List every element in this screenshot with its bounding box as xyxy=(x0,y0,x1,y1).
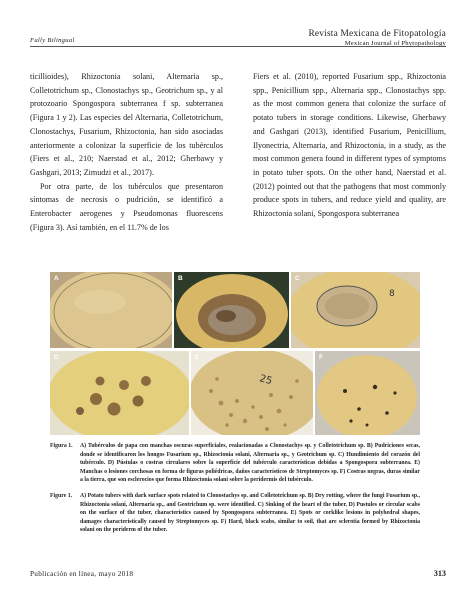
running-header-left: Fully Bilingual xyxy=(30,37,75,44)
panel-b-label: B xyxy=(178,275,183,282)
panel-d-label: D xyxy=(54,354,59,361)
panel-f-label: F xyxy=(319,354,323,361)
header-rule xyxy=(30,46,446,47)
caption-en-label: Figure 1. xyxy=(50,493,73,499)
panel-f-photo xyxy=(315,351,420,435)
panel-d-photo xyxy=(50,351,189,435)
panel-e-photo xyxy=(191,351,313,435)
left-paragraph-2: Por otra parte, de los tubérculos que presentaron síntomas de necrosis o pudrición, se identificó a Enterobacter aerogenes y Pseudomonas fluorescens (Figura 3). Así también, en el 11.7% de los xyxy=(30,181,223,232)
right-text-column xyxy=(253,70,446,221)
caption-es-text: A) Tubérculos de papa con manchas oscuras superficiales, realacionadas a Clonostachys sp. y Colletotrichum sp. B) Pudriciones secas, donde se identificaron los hongos Fusarium sp., Rhizoctonia solani, Alternaria sp., y Geotrichum sp. C) Hundimiento del corazón del tubérculo. D) Pústulas o costras circulares sobre la superficie del tubérculo características debidas a Spongospora subterranea. E) Manchas o lesiones corchosas en forma de figuras poliédricas, daños característicos de Streptomyces sp. F) Costras negras, duras similar a la tierra, que son esclerocios que forma Rhizoctonia solani sobre la peridermis del tubérculo. xyxy=(80,443,420,483)
panel-d xyxy=(50,351,189,435)
caption-es-label: Figura 1. xyxy=(50,443,73,449)
panel-a-photo xyxy=(50,272,172,348)
footer-publication-date: Publicación en línea, mayo 2018 xyxy=(30,570,134,578)
panel-c xyxy=(291,272,420,348)
panel-a xyxy=(50,272,172,348)
svg-text:8: 8 xyxy=(389,289,395,299)
panel-f xyxy=(315,351,420,435)
page-number: 313 xyxy=(433,569,446,578)
journal-title-es: Revista Mexicana de Fitopatología xyxy=(308,29,446,39)
right-paragraph-1: Fiers et al. (2010), reported Fusarium spp., Rhizoctonia spp., Penicillium spp., Alternaria spp., Clonostachys spp. as the most common genera that colonize the surface of potato tubers in storage conditions. Likewise, Gherbawy and Gashgari (2013), identified Fusarium, Penicillium, Ilyonectria, Alternaria, and Rhizoctonia, in a study, as the most common genera found in different types of symptoms in potato tuber spots. On the other hand, Naerstad et al. (2012) pointed out that the pathogens that most commonly produce spots in tubers, and reduce yield and quality, are Rhizoctonia solani, Spongospora subterranea xyxy=(253,72,446,219)
figure-caption-en xyxy=(50,492,420,535)
panel-c-label: C xyxy=(295,275,300,282)
panel-a-label: A xyxy=(54,275,59,282)
panel-c-photo xyxy=(291,272,420,348)
left-text-column xyxy=(30,70,223,234)
panel-b xyxy=(174,272,289,348)
svg-text:25: 25 xyxy=(258,373,274,388)
panel-e-label: E xyxy=(195,354,200,361)
left-paragraph-1: ticillioides), Rhizoctonia solani, Alternaria sp., Colletotrichum sp., Clonostachys sp., Geotrichum sp., y al protozoario Spongospora subterranea f sp. subterranea (Figura 1 y 2). Las especies del Alternaria, Colletotrichum, Clonostachys, Fusarium, Rhizoctonia, han sido asociadas anteriormente a colonizar la superficie de los tubérculos (Fiers et al., 210; Naerstad et al., 2012; Gherbawy y Gashgari, 2013; Zimudzi et al., 2017). xyxy=(30,72,223,177)
journal-header xyxy=(308,29,446,47)
panel-b-photo xyxy=(174,272,289,348)
journal-title-en: Mexican Journal of Phytopathology xyxy=(344,40,446,47)
figure-caption-es xyxy=(50,442,420,485)
panel-e xyxy=(191,351,313,435)
caption-en-text: A) Potato tubers with dark surface spots related to Clonostachys sp. and Colletotrichum sp. B) Dry rotting, where the fungi Fusarium sp., Rhizoctonia solani, Alternaria sp., and Geotrichum sp. were identified. C) Sinking of the heart of the tuber. D) Pustules or circular scabs on the surface of the tuber, characteristics caused by Spongospora subterranea. E) Spots or corklike lesions in polyhedral shapes, damages characteristically caused by Streptomyces sp. F) Hard, black scabs, similar to soil, that are sclerotia formed by Rhizoctonia solani on the periderm of the tuber. xyxy=(80,493,420,533)
